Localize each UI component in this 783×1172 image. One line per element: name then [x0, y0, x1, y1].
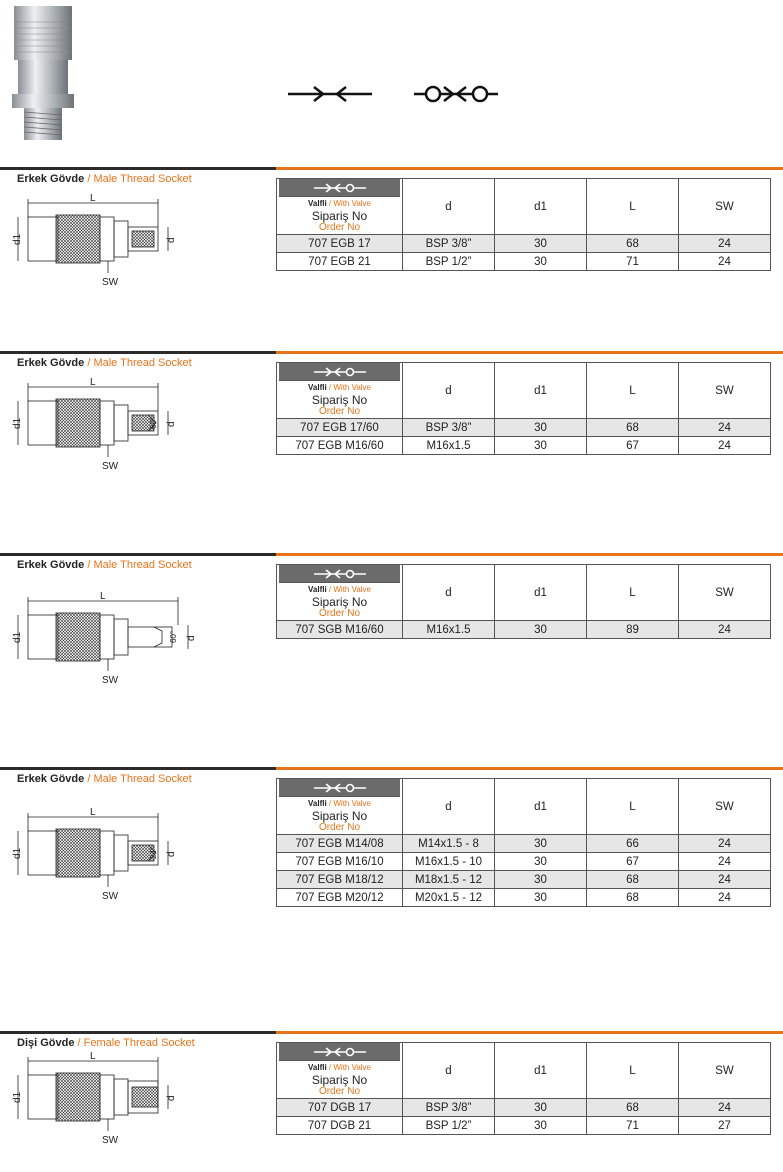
siparis-label: Sipariş No	[311, 1073, 368, 1087]
spec-cell: M16x1.5	[403, 437, 495, 455]
spec-cell: BSP 1/2”	[403, 253, 495, 271]
dimension-angle-label: 60°	[149, 416, 158, 429]
spec-cell: 68	[587, 889, 679, 907]
order-no-cell: 707 DGB 21	[277, 1117, 403, 1135]
col-header-sw: SW	[679, 1043, 771, 1099]
valved-coupling-symbol-icon	[414, 82, 498, 106]
siparis-label: Sipariş No	[311, 595, 368, 609]
col-header-d: d	[403, 779, 495, 835]
socket-drawing-icon	[8, 807, 188, 907]
order-label: Order No	[318, 822, 361, 833]
spec-cell: 24	[679, 235, 771, 253]
order-no-cell: 707 EGB 21	[277, 253, 403, 271]
spec-cell: 30	[495, 253, 587, 271]
spec-cell: 24	[679, 419, 771, 437]
spec-cell: M16x1.5 - 10	[403, 853, 495, 871]
order-no-cell: 707 EGB M16/60	[277, 437, 403, 455]
spec-table	[276, 362, 771, 455]
col-header-sw: SW	[679, 363, 771, 419]
spec-cell: M14x1.5 - 8	[403, 835, 495, 853]
order-no-header: Valfli / With Valve Sipariş No Order No	[277, 363, 403, 419]
dimension-l-label: L	[90, 807, 96, 818]
valve-symbol-icon	[279, 1043, 400, 1061]
section-divider	[0, 167, 783, 170]
siparis-label: Sipariş No	[311, 209, 368, 223]
spec-cell: 24	[679, 853, 771, 871]
order-no-header: Valfli / With Valve Sipariş No Order No	[277, 179, 403, 235]
order-label: Order No	[318, 406, 361, 417]
order-label: Order No	[318, 1086, 361, 1097]
dimension-d1-label: d1	[12, 847, 23, 859]
table-row	[277, 235, 771, 253]
section-divider	[0, 1031, 783, 1034]
dimension-l-label: L	[90, 1051, 96, 1062]
section-title: Erkek Gövde / Male Thread Socket	[17, 357, 192, 369]
dimension-d-label: d	[166, 851, 177, 857]
valfli-label: Valfli	[308, 383, 327, 392]
order-no-cell: 707 EGB M18/12	[277, 871, 403, 889]
dimension-angle-label: 24°	[149, 846, 158, 859]
spec-cell: 30	[495, 853, 587, 871]
col-header-l: L	[587, 779, 679, 835]
dimension-d-label: d	[166, 1095, 177, 1101]
spec-cell: 30	[495, 1117, 587, 1135]
col-header-d1: d1	[495, 363, 587, 419]
valfli-label: Valfli	[308, 799, 327, 808]
order-no-cell: 707 EGB M20/12	[277, 889, 403, 907]
spec-cell: 66	[587, 835, 679, 853]
spec-cell: 24	[679, 437, 771, 455]
spec-cell: 27	[679, 1117, 771, 1135]
spec-cell: 71	[587, 1117, 679, 1135]
col-header-sw: SW	[679, 565, 771, 621]
spec-cell: 68	[587, 1099, 679, 1117]
col-header-d1: d1	[495, 179, 587, 235]
coupling-symbol-icon	[288, 82, 372, 106]
valve-symbol-icon	[279, 363, 400, 381]
dimension-sw-label: SW	[102, 461, 119, 472]
spec-table	[276, 1042, 771, 1135]
dimension-d-label: d	[166, 237, 177, 243]
spec-cell: BSP 3/8”	[403, 1099, 495, 1117]
siparis-label: Sipariş No	[311, 809, 368, 823]
spec-cell: 24	[679, 253, 771, 271]
dimension-angle-label: 60°	[169, 630, 178, 643]
spec-table	[276, 564, 771, 639]
dimension-l-label: L	[90, 377, 96, 388]
section-divider	[0, 351, 783, 354]
dimension-d1-label: d1	[12, 1091, 23, 1103]
spec-cell: 89	[587, 621, 679, 639]
spec-cell: 24	[679, 889, 771, 907]
table-row	[277, 419, 771, 437]
with-valve-label: With Valve	[333, 199, 371, 208]
section-divider	[0, 553, 783, 556]
section-title-tr: Erkek Gövde	[17, 559, 85, 571]
table-row	[277, 889, 771, 907]
table-row	[277, 853, 771, 871]
order-no-cell: 707 EGB M16/10	[277, 853, 403, 871]
with-valve-label: With Valve	[333, 585, 371, 594]
socket-drawing-icon	[8, 591, 197, 691]
valfli-label: Valfli	[308, 1063, 327, 1072]
section-title-en: Male Thread Socket	[93, 773, 192, 785]
col-header-l: L	[587, 179, 679, 235]
spec-cell: 24	[679, 835, 771, 853]
table-row	[277, 437, 771, 455]
spec-cell: 30	[495, 835, 587, 853]
dimension-sw-label: SW	[102, 675, 119, 686]
section-title-en: Male Thread Socket	[93, 357, 192, 369]
spec-cell: 24	[679, 1099, 771, 1117]
dimension-sw-label: SW	[102, 891, 119, 902]
spec-cell: 71	[587, 253, 679, 271]
spec-cell: 30	[495, 871, 587, 889]
socket-drawing-icon	[8, 1051, 188, 1151]
section-title-tr: Erkek Gövde	[17, 773, 85, 785]
dimension-l-label: L	[90, 193, 96, 204]
order-no-header: Valfli / With Valve Sipariş No Order No	[277, 779, 403, 835]
order-no-header: Valfli / With Valve Sipariş No Order No	[277, 565, 403, 621]
order-no-cell: 707 EGB M14/08	[277, 835, 403, 853]
section-title-en: Female Thread Socket	[83, 1037, 195, 1049]
valfli-label: Valfli	[308, 585, 327, 594]
table-row	[277, 835, 771, 853]
dimension-d1-label: d1	[12, 631, 23, 643]
col-header-d: d	[403, 1043, 495, 1099]
section-title-en: Male Thread Socket	[93, 559, 192, 571]
valve-symbol-icon	[279, 179, 400, 197]
dimension-sw-label: SW	[102, 1135, 119, 1146]
section-title-en: Male Thread Socket	[93, 173, 192, 185]
dimension-d1-label: d1	[12, 233, 23, 245]
spec-cell: BSP 1/2”	[403, 1117, 495, 1135]
spec-cell: BSP 3/8”	[403, 235, 495, 253]
spec-cell: 30	[495, 235, 587, 253]
dimension-d1-label: d1	[12, 417, 23, 429]
dimension-sw-label: SW	[102, 277, 119, 288]
table-row	[277, 1099, 771, 1117]
coupling-photo-icon	[8, 2, 78, 142]
spec-cell: 68	[587, 235, 679, 253]
col-header-l: L	[587, 363, 679, 419]
table-row	[277, 253, 771, 271]
spec-cell: 30	[495, 437, 587, 455]
order-no-cell: 707 EGB 17	[277, 235, 403, 253]
section-title: Erkek Gövde / Male Thread Socket	[17, 559, 192, 571]
with-valve-label: With Valve	[333, 799, 371, 808]
col-header-l: L	[587, 1043, 679, 1099]
section-title: Dişi Gövde / Female Thread Socket	[17, 1037, 195, 1049]
section-title: Erkek Gövde / Male Thread Socket	[17, 173, 192, 185]
siparis-label: Sipariş No	[311, 393, 368, 407]
socket-drawing-icon	[8, 193, 188, 293]
spec-cell: BSP 3/8”	[403, 419, 495, 437]
spec-cell: 67	[587, 437, 679, 455]
valve-symbol-icon	[279, 779, 400, 797]
section-title-tr: Erkek Gövde	[17, 357, 85, 369]
table-row	[277, 621, 771, 639]
order-no-cell: 707 SGB M16/60	[277, 621, 403, 639]
col-header-d: d	[403, 363, 495, 419]
spec-cell: 30	[495, 1099, 587, 1117]
section-title-tr: Erkek Gövde	[17, 173, 85, 185]
col-header-d1: d1	[495, 779, 587, 835]
order-no-cell: 707 EGB 17/60	[277, 419, 403, 437]
col-header-l: L	[587, 565, 679, 621]
dimension-d-label: d	[186, 635, 197, 641]
spec-cell: 30	[495, 621, 587, 639]
dimension-d-label: d	[166, 421, 177, 427]
col-header-d1: d1	[495, 565, 587, 621]
col-header-d: d	[403, 565, 495, 621]
spec-cell: M20x1.5 - 12	[403, 889, 495, 907]
spec-cell: 24	[679, 621, 771, 639]
valfli-label: Valfli	[308, 199, 327, 208]
spec-cell: M16x1.5	[403, 621, 495, 639]
spec-cell: 68	[587, 419, 679, 437]
valve-symbol-icon	[279, 565, 400, 583]
table-row	[277, 1117, 771, 1135]
order-label: Order No	[318, 608, 361, 619]
section-title: Erkek Gövde / Male Thread Socket	[17, 773, 192, 785]
order-no-cell: 707 DGB 17	[277, 1099, 403, 1117]
col-header-d1: d1	[495, 1043, 587, 1099]
section-divider	[0, 767, 783, 770]
spec-cell: 67	[587, 853, 679, 871]
order-no-header: Valfli / With Valve Sipariş No Order No	[277, 1043, 403, 1099]
col-header-sw: SW	[679, 179, 771, 235]
spec-table	[276, 178, 771, 271]
dimension-l-label: L	[100, 591, 106, 602]
col-header-sw: SW	[679, 779, 771, 835]
spec-table	[276, 778, 771, 907]
socket-drawing-icon	[8, 377, 188, 477]
spec-cell: M18x1.5 - 12	[403, 871, 495, 889]
spec-cell: 68	[587, 871, 679, 889]
spec-cell: 24	[679, 871, 771, 889]
section-title-tr: Dişi Gövde	[17, 1037, 75, 1049]
spec-cell: 30	[495, 889, 587, 907]
spec-cell: 30	[495, 419, 587, 437]
order-label: Order No	[318, 222, 361, 233]
table-row	[277, 871, 771, 889]
with-valve-label: With Valve	[333, 1063, 371, 1072]
with-valve-label: With Valve	[333, 383, 371, 392]
col-header-d: d	[403, 179, 495, 235]
